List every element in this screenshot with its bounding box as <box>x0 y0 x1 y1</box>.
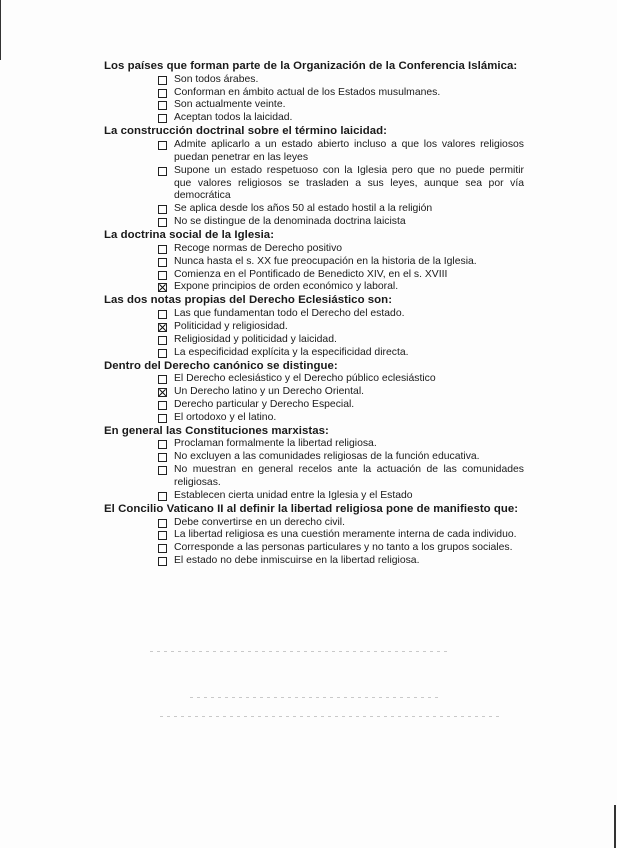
answer-options <box>104 74 524 126</box>
answer-option-text: Derecho particular y Derecho Especial. <box>174 399 355 410</box>
checkbox-icon[interactable] <box>158 205 167 214</box>
question-block <box>104 60 524 125</box>
answer-option[interactable] <box>158 112 524 125</box>
answer-option[interactable] <box>158 256 524 269</box>
checkbox-icon[interactable] <box>158 349 167 358</box>
answer-option-text: No excluyen a las comunidades religiosas de la función educativa. <box>174 451 480 463</box>
answer-option[interactable] <box>158 347 524 360</box>
answer-option-text: Supone un estado respetuoso con la Iglesia pero que no puede permitir que valores religiosos se trasladen a sus leyes, aunque sea por vía democrática <box>174 164 524 202</box>
checkbox-icon[interactable] <box>158 544 167 553</box>
checkbox-icon[interactable] <box>158 466 167 475</box>
question-block <box>104 229 524 294</box>
answer-option[interactable] <box>158 373 524 386</box>
checkbox-icon[interactable] <box>158 401 167 410</box>
answer-option-text: Establecen cierta unidad entre la Iglesia y el Estado <box>174 490 413 502</box>
checkbox-icon[interactable] <box>158 375 167 384</box>
answer-option-text: Se aplica desde los años 50 al estado hostil a la religión <box>174 203 433 215</box>
answer-option-text: No muestran en general recelos ante la actuación de las comunidades religiosas. <box>174 464 524 489</box>
answer-option-text: Debe convertirse en un derecho civil. <box>174 516 345 528</box>
answer-option[interactable] <box>158 451 524 464</box>
checkbox-icon[interactable] <box>158 218 167 227</box>
answer-option-text: La especificidad explícita y la especificidad directa. <box>174 346 409 358</box>
answer-options <box>104 517 524 569</box>
answer-option-text: Un Derecho latino y un Derecho Oriental. <box>174 386 365 398</box>
checkbox-icon[interactable] <box>158 336 167 345</box>
answer-option-text: Politicidad y religiosidad. <box>174 320 288 332</box>
answer-option[interactable] <box>158 517 524 530</box>
answer-option-text: Corresponde a las personas particulares y no tanto a los grupos sociales. <box>174 542 513 554</box>
answer-option-text: Admite aplicarlo a un estado abierto incluso a que los valores religiosos puedan penetrar en las leyes <box>174 138 524 163</box>
answer-option[interactable] <box>158 281 524 294</box>
answer-option[interactable] <box>158 321 524 334</box>
checkbox-icon[interactable] <box>158 141 167 150</box>
answer-options <box>104 243 524 295</box>
exam-questions <box>104 60 524 568</box>
answer-option-text: Comienza en el Pontificado de Benedicto XIV, en el s. XVIII <box>174 268 448 280</box>
answer-options <box>104 139 524 229</box>
question-block <box>104 360 524 425</box>
answer-option[interactable] <box>158 74 524 87</box>
answer-option[interactable] <box>158 269 524 282</box>
question-block <box>104 125 524 229</box>
answer-options <box>104 308 524 360</box>
scan-artifact-line <box>160 716 500 717</box>
answer-option[interactable] <box>158 555 524 568</box>
answer-option[interactable] <box>158 399 524 412</box>
question-block <box>104 503 524 568</box>
answer-option[interactable] <box>158 308 524 321</box>
checked-checkbox-icon[interactable] <box>158 323 167 332</box>
answer-option[interactable] <box>158 529 524 542</box>
checkbox-icon[interactable] <box>158 114 167 123</box>
answer-option[interactable] <box>158 99 524 112</box>
answer-option[interactable] <box>158 139 524 165</box>
answer-option[interactable] <box>158 165 524 204</box>
answer-option-text: Aceptan todos la laicidad. <box>174 112 293 124</box>
checkbox-icon[interactable] <box>158 167 167 176</box>
checkbox-icon[interactable] <box>158 557 167 566</box>
answer-option[interactable] <box>158 216 524 229</box>
question-title: Los países que forman parte de la Organización de la Conferencia Islámica: <box>104 60 518 72</box>
answer-options <box>104 438 524 503</box>
question-block <box>104 425 524 503</box>
answer-option-text: Nunca hasta el s. XX fue preocupación en la historia de la Iglesia. <box>174 255 477 267</box>
question-title: La construcción doctrinal sobre el término laicidad: <box>104 125 387 138</box>
answer-option[interactable] <box>158 464 524 490</box>
checked-checkbox-icon[interactable] <box>158 283 167 292</box>
right-edge-mark <box>614 805 616 848</box>
answer-option-text: Son todos árabes. <box>174 73 259 85</box>
answer-option-text: Son actualmente veinte. <box>174 99 286 111</box>
answer-option[interactable] <box>158 243 524 256</box>
answer-option-text: Proclaman formalmente la libertad religiosa. <box>174 438 377 450</box>
checkbox-icon[interactable] <box>158 414 167 423</box>
question-title: El Concilio Vaticano II al definir la libertad religiosa pone de manifiesto que: <box>104 502 519 515</box>
checked-checkbox-icon[interactable] <box>158 388 167 397</box>
answer-options <box>104 373 524 425</box>
checkbox-icon[interactable] <box>158 519 167 528</box>
answer-option[interactable] <box>158 438 524 451</box>
question-block <box>104 294 524 359</box>
checkbox-icon[interactable] <box>158 245 167 254</box>
answer-option[interactable] <box>158 412 524 425</box>
answer-option[interactable] <box>158 334 524 347</box>
answer-option-text: Recoge normas de Derecho positivo <box>174 242 343 254</box>
question-title: Las dos notas propias del Derecho Eclesiástico son: <box>104 294 393 307</box>
checkbox-icon[interactable] <box>158 101 167 110</box>
answer-option[interactable] <box>158 203 524 216</box>
checkbox-icon[interactable] <box>158 453 167 462</box>
checkbox-icon[interactable] <box>158 258 167 267</box>
left-edge-mark <box>0 0 1 60</box>
answer-option-text: El Derecho eclesiástico y el Derecho público eclesiástico <box>174 373 436 385</box>
answer-option-text: Conforman en ámbito actual de los Estados musulmanes. <box>174 86 441 98</box>
scan-artifact-line <box>150 651 450 652</box>
checkbox-icon[interactable] <box>158 89 167 98</box>
scan-artifact-line <box>190 697 440 698</box>
checkbox-icon[interactable] <box>158 76 167 85</box>
answer-option[interactable] <box>158 490 524 503</box>
answer-option-text: El ortodoxo y el latino. <box>174 411 277 423</box>
answer-option-text: No se distingue de la denominada doctrina laicista <box>174 216 406 228</box>
answer-option-text: Expone principios de orden económico y laboral. <box>174 281 399 293</box>
checkbox-icon[interactable] <box>158 310 167 319</box>
checkbox-icon[interactable] <box>158 271 167 280</box>
question-title: En general las Constituciones marxistas: <box>104 424 329 437</box>
answer-option-text: Religiosidad y politicidad y laicidad. <box>174 333 337 345</box>
answer-option[interactable] <box>158 386 524 399</box>
question-title: Dentro del Derecho canónico se distingue: <box>104 359 338 372</box>
checkbox-icon[interactable] <box>158 492 167 501</box>
checkbox-icon[interactable] <box>158 531 167 540</box>
answer-option-text: Las que fundamentan todo el Derecho del estado. <box>174 307 405 319</box>
answer-option-text: La libertad religiosa es una cuestión meramente interna de cada individuo. <box>174 529 517 541</box>
answer-option[interactable] <box>158 87 524 100</box>
answer-option[interactable] <box>158 542 524 555</box>
answer-option-text: El estado no debe inmiscuirse en la libertad religiosa. <box>174 555 420 567</box>
question-title: La doctrina social de la Iglesia: <box>104 229 275 242</box>
checkbox-icon[interactable] <box>158 440 167 449</box>
